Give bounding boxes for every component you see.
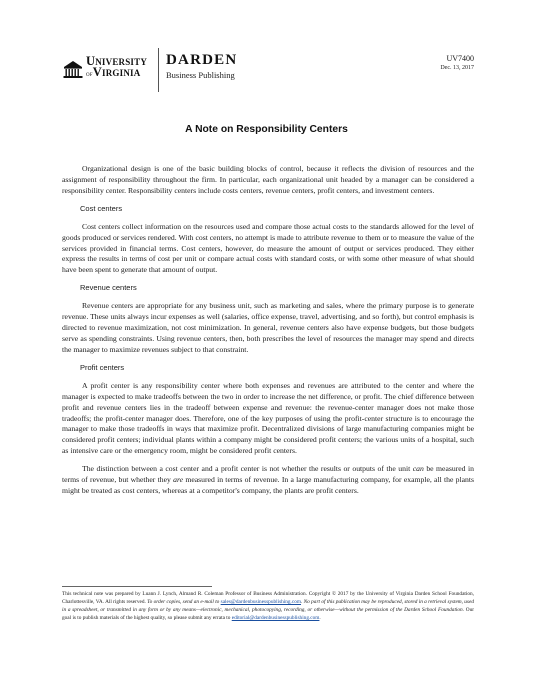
logo-divider xyxy=(158,48,159,92)
uva-logo xyxy=(62,54,154,88)
intro-paragraph: Organizational design is one of the basic building blocks of control, because it reflects the division of resources and the assignment of responsibility throughout the firm. In particular, each organizational unit headed by a manager can be considered a responsibility center. Responsibility centers include costs centers, revenue centers, profit centers, and investment centers. xyxy=(62,164,474,195)
uva-wordmark xyxy=(86,56,147,80)
document-title: A Note on Responsibility Centers xyxy=(185,124,348,135)
document-date: Dec. 13, 2017 xyxy=(440,65,474,71)
rotunda-icon xyxy=(62,58,84,80)
darden-logo xyxy=(166,52,237,81)
footer-rule xyxy=(62,586,212,587)
cost-centers-heading: Cost centers xyxy=(80,203,123,213)
emphasis-are: are xyxy=(173,475,184,485)
uva-of: of xyxy=(86,70,93,78)
emphasis-can: can xyxy=(412,464,424,474)
editorial-email-link[interactable]: editorial@dardenbusinesspublishing.com xyxy=(231,615,320,621)
document-header xyxy=(62,48,474,94)
profit-centers-heading: Profit centers xyxy=(80,362,125,372)
sales-email-link[interactable]: sales@dardenbusinesspublishing.com xyxy=(220,599,301,605)
document-meta xyxy=(440,54,474,72)
uva-line-virginia: Virginia xyxy=(92,65,141,79)
darden-subtitle: Business Publishing xyxy=(166,70,235,80)
copyright-footer: This technical note was prepared by Luann J. Lynch, Almand R. Coleman Professor of Business Administration. Copyright © 2017 by the University of Virginia Darden School Foundation, Charlottesville, VA. All rights reserved. To order copies, send an e-mail to sales@dardenbusinesspublishing.com. No part of this publication may be reproduced, stored in a retrieval system, used in a spreadsheet, or transmitted in any form or by any means—electronic, mechanical, photocopying, recording, or otherwise—without the permission of the Darden School Foundation. Our goal is to publish materials of the highest quality, so please submit any errata to editorial@dardenbusinesspublishing.com. xyxy=(62,591,475,621)
revenue-centers-heading: Revenue centers xyxy=(80,283,137,293)
cost-centers-paragraph: Cost centers collect information on the resources used and compare those actual costs to the standards allowed for the level of goods produced or services rendered. With cost centers, no attempt is made to attribute revenue to them or to measure the value of the services provided in financial terms. Cost centers, however, do measure the amount of output or services produced. They either express the results in terms of cost per unit or compare actual costs with standard costs, or with some other measure of what should have been spent to generate that amount of output. xyxy=(62,221,474,275)
profit-centers-paragraph: A profit center is any responsibility center where both expenses and revenues are attributed to the center and where the manager is expected to make tradeoffs between the two in order to increase the net difference, or profit. The chief difference between profit and revenue centers lies in the tradeoff between expense and revenue: the revenue-center manager does not make those tradeoffs; the profit-center manager does. Therefore, one of the key purposes of using the profit-center structure is to encourage the manager to make those tradeoffs in ways that maximize profit. Decentralized divisions of large manufacturing companies might be considered profit centers; individual plants within a company might be considered profit centers; the various units of a hospital, such as intensive care or the emergency room, might be considered profit centers. xyxy=(62,380,474,456)
uva-line-university: University xyxy=(86,54,148,68)
revenue-centers-paragraph: Revenue centers are appropriate for any business unit, such as marketing and sales, where the primary purpose is to generate revenue. These units always incur expenses as well (salaries, office expense, travel, advertising, and so forth), but control emphasis is directed to revenue maximization, not cost minimization. In general, revenue centers also have expense budgets, but those budgets serve as spending constraints. Using revenue centers, then, both prescribes the level of resources the manager may spend and directs the manager to maximize revenues subject to that constraint. xyxy=(62,301,474,354)
document-body xyxy=(62,164,474,504)
darden-name: DARDEN xyxy=(166,52,238,68)
distinction-paragraph: The distinction between a cost center and a profit center is not whether the results or outputs of the unit can be measured in terms of revenue, but whether they are measured in terms of revenue. In a large manufacturing company, for example, all the plants might be treated as cost centers, whereas at a competitor's company, the plants are profit centers. xyxy=(62,464,474,495)
document-code: UV7400 xyxy=(446,54,474,63)
